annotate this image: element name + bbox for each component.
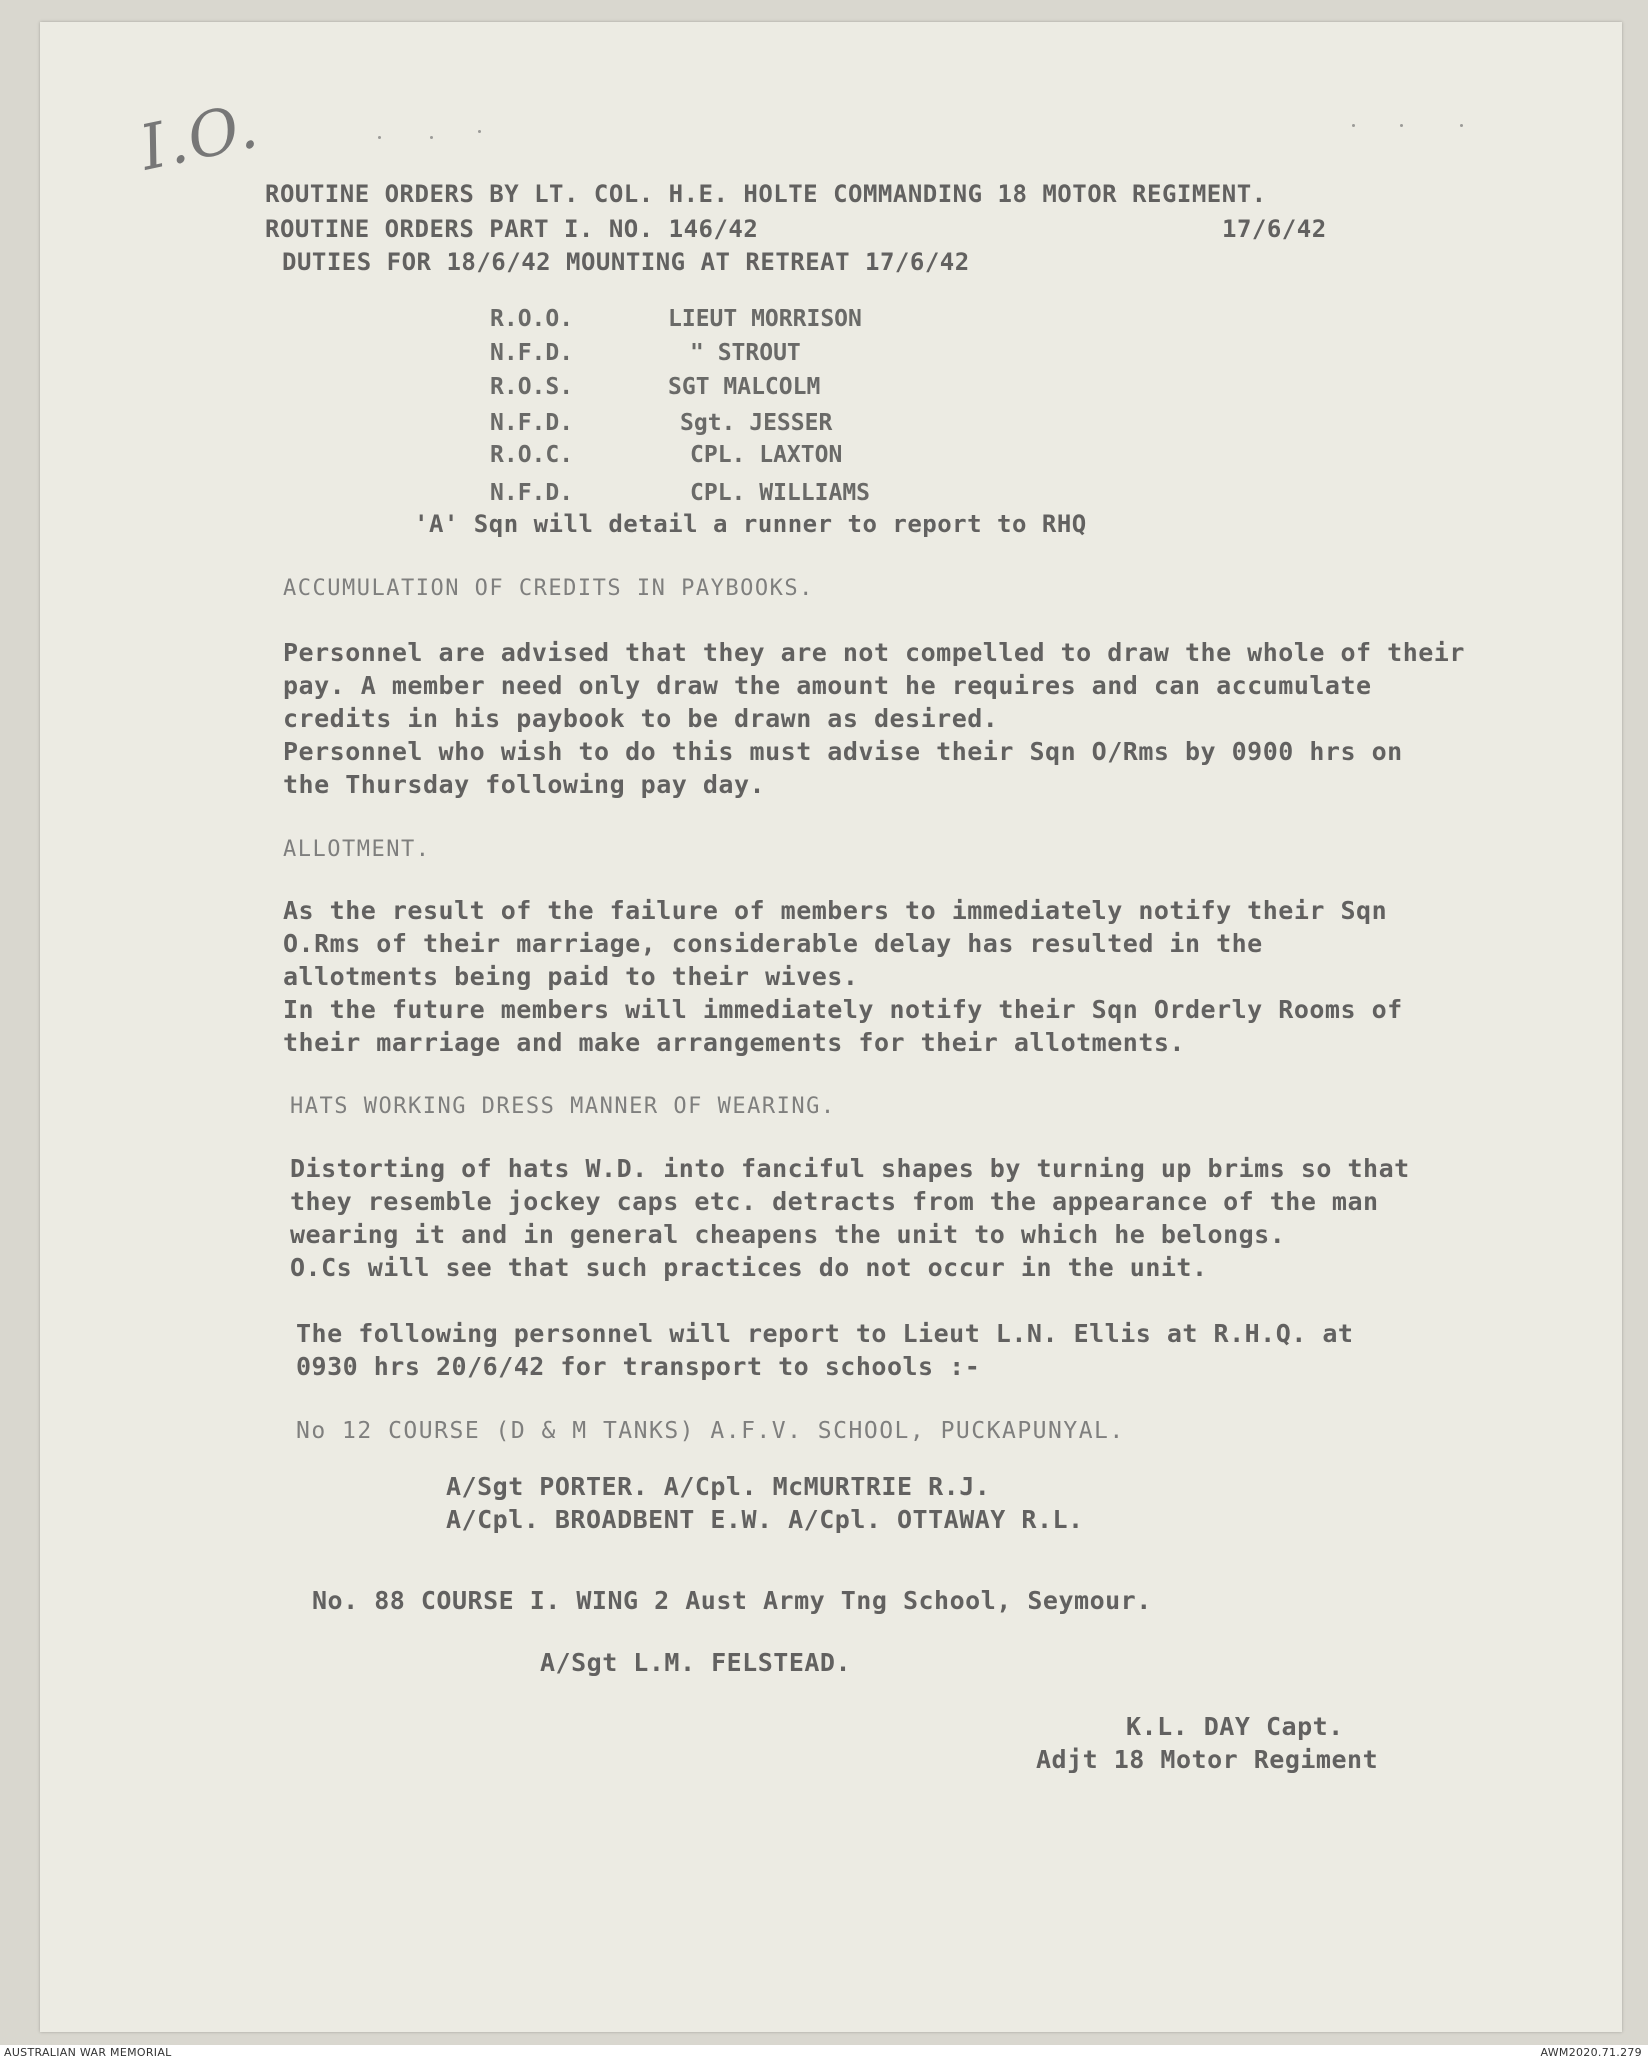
heading-course-12: No 12 COURSE (D & M TANKS) A.F.V. SCHOOL, PUCKAPUNYAL.	[296, 1418, 1125, 1444]
duty-name: " STROUT	[690, 340, 801, 366]
course-12-line: A/Cpl. BROADBENT E.W. A/Cpl. OTTAWAY R.L.	[446, 1505, 1084, 1534]
speck-mark	[378, 136, 381, 139]
duty-code: R.O.C.	[490, 442, 574, 468]
credits-line: Personnel are advised that they are not compelled to draw the whole of their	[283, 638, 1465, 667]
hats-line: O.Cs will see that such practices do not occur in the unit.	[290, 1253, 1208, 1282]
speck-mark	[1460, 124, 1463, 127]
speck-mark	[430, 136, 433, 139]
handwritten-annotation: I.O.	[133, 88, 266, 185]
credits-line: credits in his paybook to be drawn as desired.	[283, 704, 999, 733]
allotment-line: their marriage and make arrangements for their allotments.	[283, 1028, 1185, 1057]
signature-name: K.L. DAY Capt.	[1126, 1712, 1344, 1741]
duty-code: N.F.D.	[490, 410, 574, 436]
credits-line: the Thursday following pay day.	[283, 770, 766, 799]
schools-line: 0930 hrs 20/6/42 for transport to schools :-	[296, 1352, 981, 1381]
footer-institution: AUSTRALIAN WAR MEMORIAL	[4, 2046, 172, 2059]
header-line-2: ROUTINE ORDERS PART I. NO. 146/42	[265, 215, 759, 243]
heading-allotment: ALLOTMENT.	[283, 837, 431, 862]
allotment-line: allotments being paid to their wives.	[283, 962, 859, 991]
speck-mark	[1352, 124, 1355, 127]
course-88-line: A/Sgt L.M. FELSTEAD.	[540, 1648, 852, 1677]
header-line-1: ROUTINE ORDERS BY LT. COL. H.E. HOLTE COMMANDING 18 MOTOR REGIMENT.	[265, 180, 1267, 208]
duty-code: R.O.S.	[490, 374, 574, 400]
duty-name: LIEUT MORRISON	[668, 306, 862, 332]
allotment-line: O.Rms of their marriage, considerable delay has resulted in the	[283, 929, 1263, 958]
duty-name: CPL. LAXTON	[690, 442, 843, 468]
footer-accession-number: AWM2020.71.279	[1540, 2046, 1642, 2059]
course-12-line: A/Sgt PORTER. A/Cpl. McMURTRIE R.J.	[446, 1472, 991, 1501]
heading-course-88: No. 88 COURSE I. WING 2 Aust Army Tng School, Seymour.	[312, 1586, 1152, 1615]
duty-name: Sgt. JESSER	[680, 410, 833, 436]
header-date: 17/6/42	[1222, 215, 1327, 243]
duty-code: R.O.O.	[490, 306, 574, 332]
heading-credits: ACCUMULATION OF CREDITS IN PAYBOOKS.	[283, 576, 814, 601]
allotment-line: In the future members will immediately notify their Sqn Orderly Rooms of	[283, 995, 1403, 1024]
credits-line: pay. A member need only draw the amount he requires and can accumulate	[283, 671, 1372, 700]
hats-line: wearing it and in general cheapens the unit to which he belongs.	[290, 1220, 1286, 1249]
duty-name: SGT MALCOLM	[668, 374, 821, 400]
duty-code: N.F.D.	[490, 480, 574, 506]
schools-line: The following personnel will report to Lieut L.N. Ellis at R.H.Q. at	[296, 1319, 1354, 1348]
signature-title: Adjt 18 Motor Regiment	[1036, 1745, 1379, 1774]
heading-hats: HATS WORKING DRESS MANNER OF WEARING.	[290, 1094, 836, 1119]
speck-mark	[478, 130, 481, 133]
duty-code: N.F.D.	[490, 340, 574, 366]
credits-line: Personnel who wish to do this must advise their Sqn O/Rms by 0900 hrs on	[283, 737, 1403, 766]
header-line-3: DUTIES FOR 18/6/42 MOUNTING AT RETREAT 17/6/42	[282, 248, 970, 276]
runner-note: 'A' Sqn will detail a runner to report to RHQ	[414, 510, 1087, 538]
hats-line: Distorting of hats W.D. into fanciful shapes by turning up brims so that	[290, 1154, 1410, 1183]
allotment-line: As the result of the failure of members to immediately notify their Sqn	[283, 896, 1388, 925]
hats-line: they resemble jockey caps etc. detracts from the appearance of the man	[290, 1187, 1379, 1216]
duty-name: CPL. WILLIAMS	[690, 480, 871, 506]
speck-mark	[1400, 124, 1403, 127]
